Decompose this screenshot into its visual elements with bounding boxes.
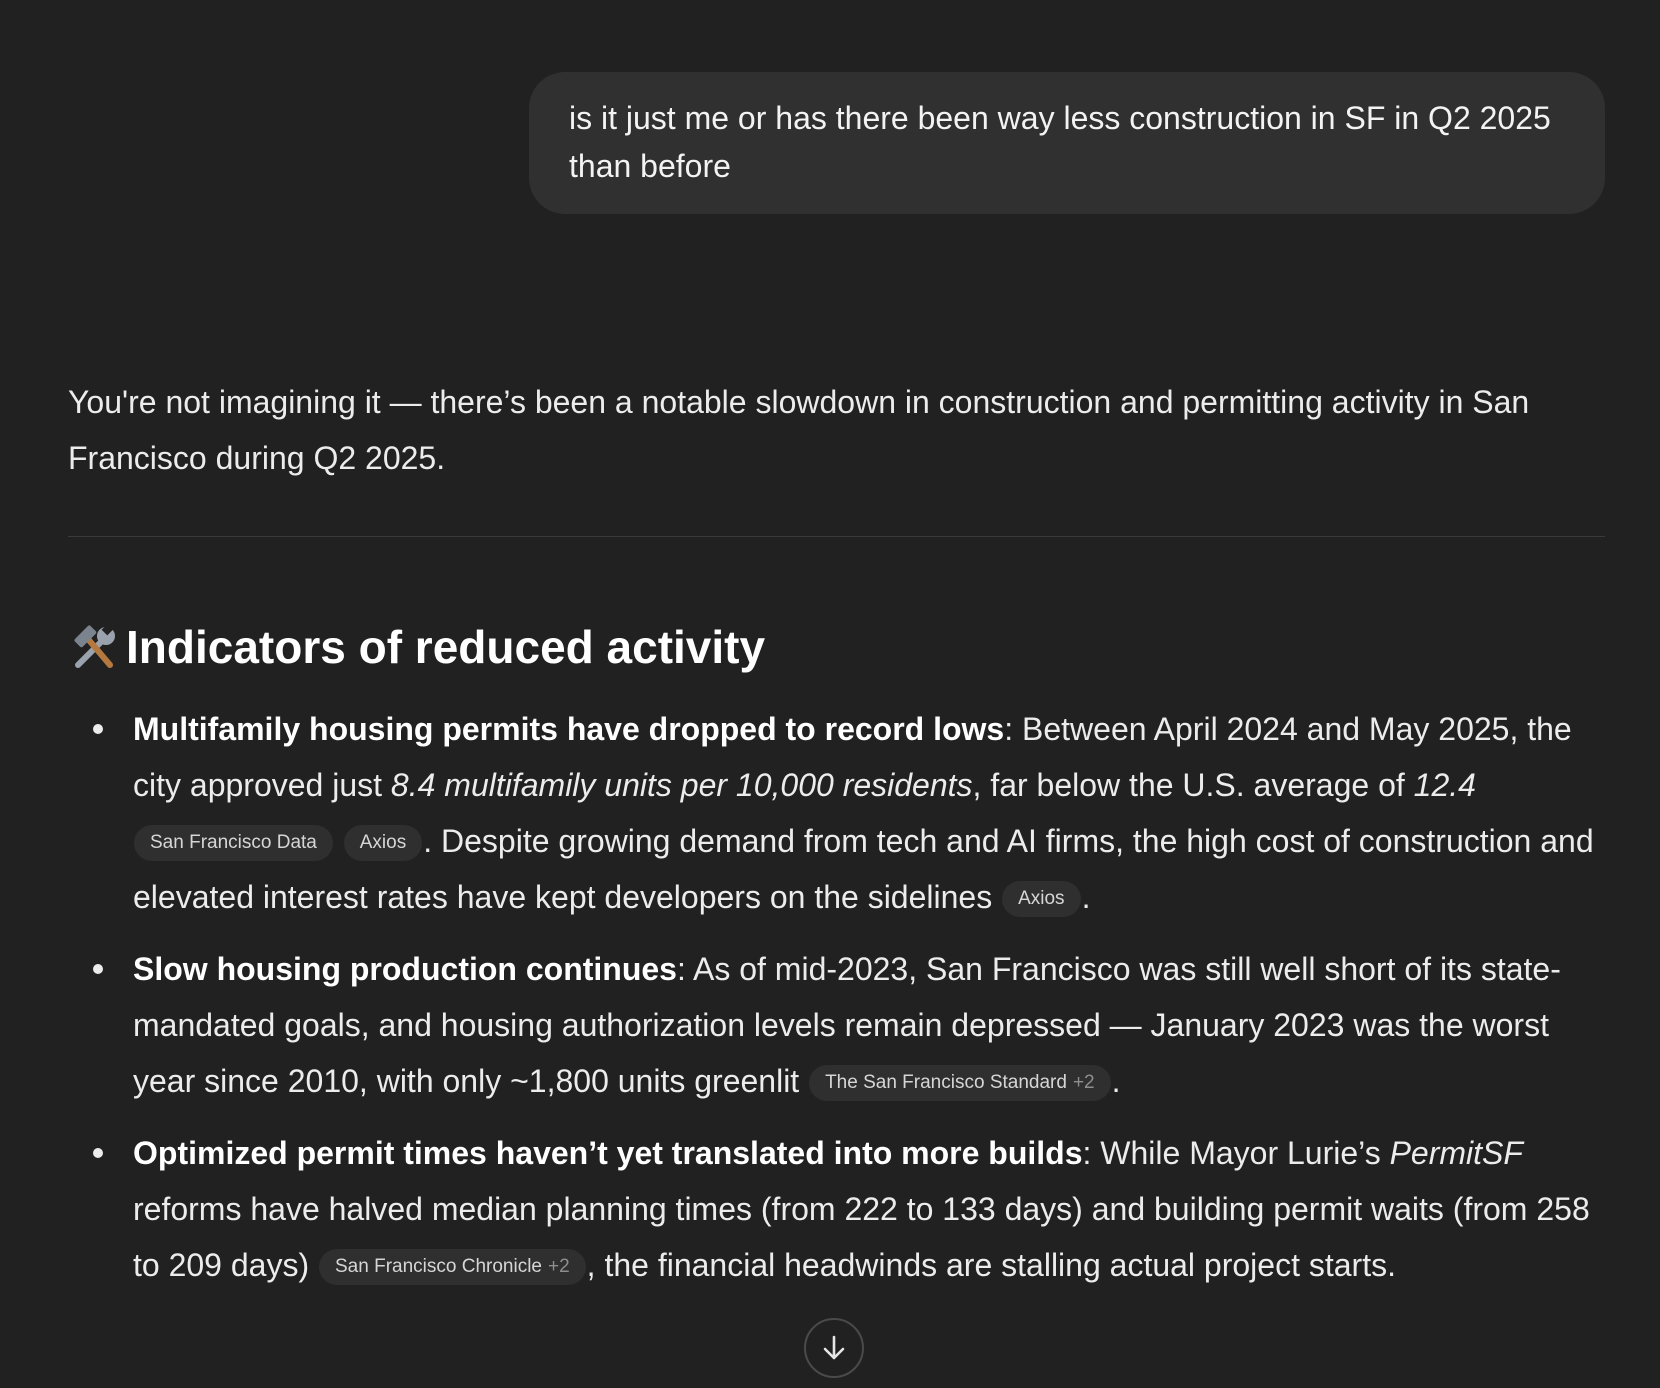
source-chip-sf-standard[interactable] [809,1065,1111,1101]
source-chip-label: San Francisco Chronicle [335,1256,542,1277]
section-divider [68,536,1605,537]
hammer-and-wrench-icon [68,621,120,673]
source-chip-label: Axios [1018,888,1065,909]
bullet-title: Multifamily housing permits have dropped to record lows [133,711,1005,747]
source-chip-axios[interactable] [1002,881,1080,917]
source-chip-label: San Francisco Data [150,832,317,853]
section-heading-text: Indicators of reduced activity [126,621,766,673]
bullet-dot [93,964,103,974]
bullet-text: . [1081,879,1091,915]
bullet-text: , far below the U.S. average of [972,767,1414,803]
section-heading [68,619,1605,675]
bullet-emphasis: 8.4 multifamily units per 10,000 residents [390,767,973,803]
source-chip-label: The San Francisco Standard [825,1072,1067,1093]
list-item [68,701,1605,925]
list-item [68,941,1605,1109]
bullet-text: , the financial headwinds are stalling actual project starts. [586,1247,1396,1283]
source-chip-sf-chronicle[interactable] [319,1249,586,1285]
bullet-text: Between April 2024 and May 2025, the city approved just [133,711,1572,803]
arrow-down-icon [819,1333,849,1363]
bullet-emphasis: PermitSF [1389,1135,1523,1171]
source-chip-axios[interactable] [344,825,422,861]
bullet-text: . [1111,1063,1121,1099]
bullet-dot [93,1148,103,1158]
bullet-text: reforms have halved median planning times (from 222 to 133 days) and building permit waits (from 258 to 209 days) [133,1191,1590,1283]
bullet-separator: : [676,951,686,987]
assistant-response [68,374,1605,1309]
bullet-title: Slow housing production continues [133,951,677,987]
source-chip-san-francisco-data[interactable] [134,825,333,861]
bullet-title: Optimized permit times haven’t yet translated into more builds [133,1135,1083,1171]
bullet-emphasis: 12.4 [1413,767,1476,803]
bullet-text: While Mayor Lurie’s [1091,1135,1390,1171]
bullet-separator: : [1082,1135,1092,1171]
source-chip-more-count: +2 [547,1256,570,1277]
list-item [68,1125,1605,1293]
scroll-to-bottom-button[interactable] [804,1318,864,1378]
user-message-text: is it just me or has there been way less construction in SF in Q2 2025 than before [569,100,1551,184]
bullet-dot [93,724,103,734]
user-message-bubble [529,72,1605,214]
source-chip-more-count: +2 [1072,1072,1095,1093]
response-intro: You're not imagining it — there’s been a notable slowdown in construction and permitting activity in San Francisco during Q2 2025. [68,384,1530,476]
bullet-separator: : [1004,711,1014,747]
bullet-text: . Despite growing demand from tech and AI firms, the high cost of construction and elevated interest rates have kept developers on the sidelines [133,823,1594,915]
indicator-list [68,701,1605,1293]
bullet-text: As of mid-2023, San Francisco was still well short of its state-mandated goals, and housing authorization levels remain depressed — January 2023 was the worst year since 2010, with only ~1,800 units greenlit [133,951,1561,1099]
source-chip-label: Axios [359,832,407,853]
